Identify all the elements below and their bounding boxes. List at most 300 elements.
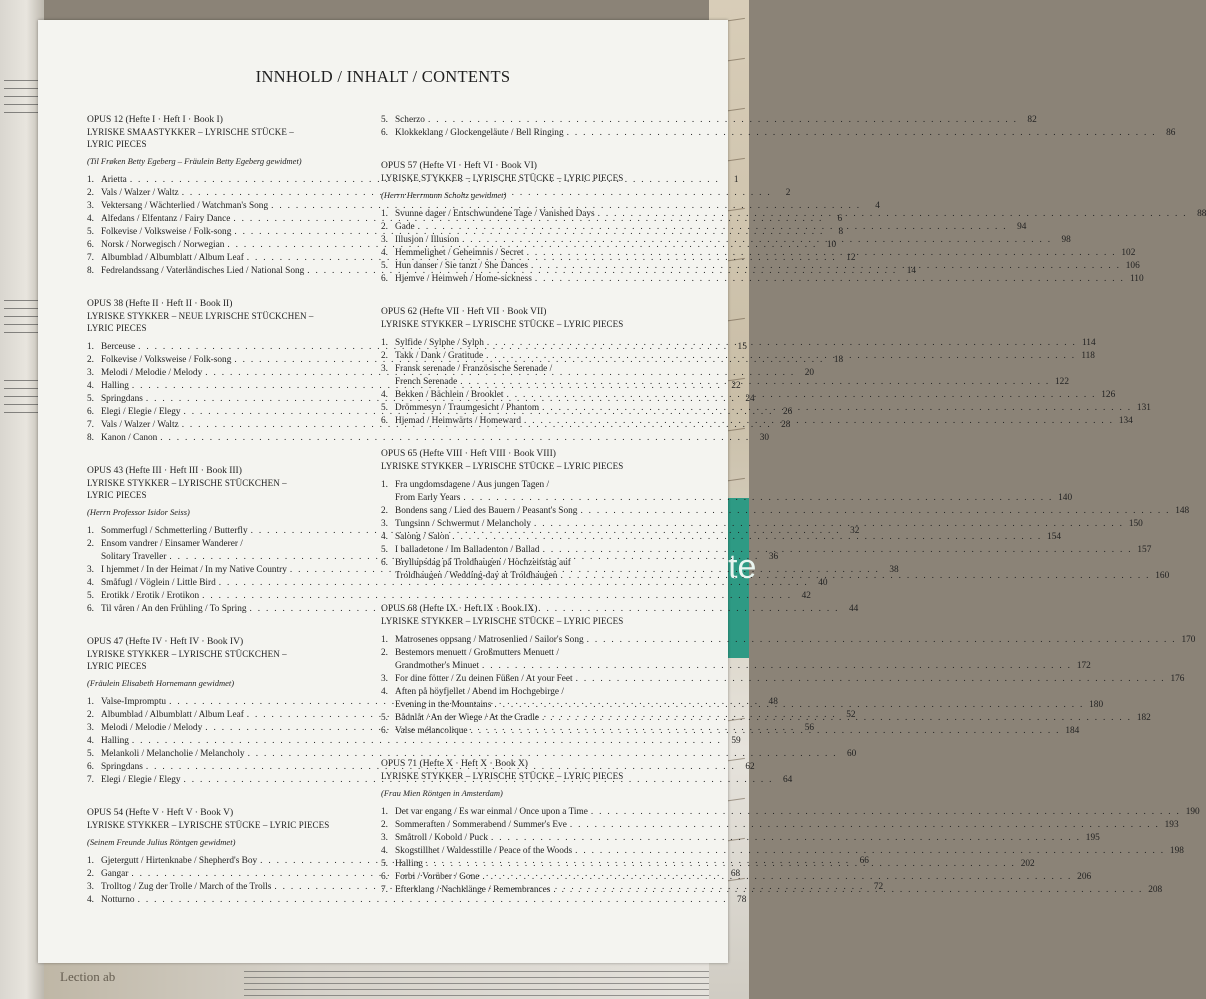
entry-title: Bestemors menuett / Großmutters Menuett / (395, 648, 559, 658)
entry-number: 5. (87, 227, 94, 237)
page-number: 182 (1136, 713, 1151, 723)
entry-title: Efterklang / Nachklänge / Remembrances (395, 885, 551, 895)
toc-entry[interactable] (87, 200, 880, 213)
section-title: LYRISKE STYKKER – LYRISCHE STÜCKCHEN – (87, 478, 287, 488)
entry-number: 2. (381, 506, 388, 516)
entry-number: 6. (381, 726, 388, 736)
toc-entry[interactable] (381, 350, 1095, 363)
entry-number: 6. (381, 416, 388, 426)
entry-title: Gjetergutt / Hirtenknabe / Shepherd's Boy (101, 856, 258, 866)
entry-title: Fransk serenade / Französische Serenade / (395, 364, 553, 374)
entry-title: Tungsinn / Schwermut / Melancholy (395, 519, 532, 529)
staff-line (4, 396, 40, 397)
page-number: 184 (1065, 726, 1080, 736)
page-number: 86 (1166, 128, 1176, 138)
leader-dots (587, 634, 1177, 647)
leader-dots (471, 725, 1061, 738)
entry-number: 5. (381, 859, 388, 869)
entry-number: 6. (87, 762, 94, 772)
entry-number: 3. (87, 723, 94, 733)
page-number: 59 (731, 736, 741, 746)
entry-number: 2. (381, 820, 388, 830)
page-number: 12 (846, 253, 856, 263)
bottom-manuscript-text: Lection ab (60, 969, 116, 984)
leader-dots (524, 415, 1114, 428)
entry-title: Småfugl / Vöglein / Little Bird (101, 578, 216, 588)
toc-entry[interactable] (381, 273, 1144, 286)
entry-number: 5. (381, 545, 388, 555)
entry-number: 1. (87, 697, 94, 707)
page-number: 131 (1136, 403, 1151, 413)
toc-entry[interactable] (381, 673, 1185, 686)
page-number: 28 (781, 420, 791, 430)
entry-indent (381, 492, 395, 505)
entry-number: 4. (87, 578, 94, 588)
section-title: LYRIC PIECES (87, 661, 147, 671)
page-number: 6 (837, 214, 843, 224)
section-title: LYRISKE STYKKER – NEUE LYRISCHE STÜCKCHEN – (87, 311, 314, 321)
entry-number: 1. (381, 480, 388, 490)
entry-number: 6. (87, 407, 94, 417)
page-number: 14 (906, 266, 917, 276)
entry-indent (87, 551, 101, 564)
entry-title: I balladetone / Im Balladenton / Ballad (395, 545, 540, 555)
entry-title: Gade (395, 222, 415, 232)
entry-title: Folkevise / Volksweise / Folk-song (101, 227, 232, 237)
toc-entry[interactable] (87, 894, 747, 907)
entry-number: 4. (87, 895, 94, 905)
staff-line (4, 332, 40, 333)
page-number: 198 (1169, 846, 1184, 856)
leader-dots (482, 660, 1072, 673)
page-number: 32 (850, 526, 860, 536)
staff-line (4, 388, 40, 389)
page-number: 134 (1118, 416, 1133, 426)
page-number: 176 (1170, 674, 1185, 684)
entry-title: Bondens sang / Lied des Bauern / Peasant's Song (395, 506, 578, 516)
page-number: 60 (847, 749, 857, 759)
toc-entry[interactable] (381, 114, 1037, 127)
entry-number: 8. (87, 433, 94, 443)
leader-dots (576, 673, 1166, 686)
entry-number: 2. (87, 710, 94, 720)
leader-dots (534, 518, 1124, 531)
section-title: LYRISKE STYKKER – LYRISCHE STÜCKE – LYRIC PIECES (381, 173, 624, 183)
entry-title: Halling (101, 736, 129, 746)
entry-title: French Serenade (395, 377, 458, 387)
opus-heading: OPUS 71 (Hefte X · Heft X · Book X) (381, 759, 528, 769)
section-title: LYRISKE STYKKER – LYRISCHE STÜCKE – LYRIC PIECES (87, 820, 330, 830)
toc-entry[interactable] (87, 735, 741, 748)
opus-heading: OPUS 12 (Hefte I · Heft I · Book I) (87, 115, 223, 125)
leader-dots (428, 114, 1018, 127)
entry-title: Folkevise / Volksweise / Folk-song (101, 355, 232, 365)
opus-heading: OPUS 38 (Hefte II · Heft II · Book II) (87, 299, 233, 309)
entry-number: 5. (381, 403, 388, 413)
section-title: LYRISKE STYKKER – LYRISCHE STÜCKE – LYRIC PIECES (381, 771, 624, 781)
entry-title: Notturno (101, 895, 135, 905)
entry-number: 6. (381, 558, 388, 568)
entry-title: Bryllupsdag på Troldhaugen / Hochzeitstag auf (395, 558, 571, 568)
leader-dots (560, 570, 1150, 583)
staff-line (244, 995, 709, 996)
entry-title: Elegi / Elegie / Elegy (101, 775, 181, 785)
page-number: 78 (737, 895, 747, 905)
section-title: LYRISKE SMAASTYKKER – LYRISCHE STÜCKE – (87, 127, 294, 137)
dedication: (Herrn Professor Isidor Seiss) (87, 507, 190, 517)
page-number: 4 (875, 201, 880, 211)
entry-title: Melodi / Melodie / Melody (101, 723, 203, 733)
entry-title: Grandmother's Minuet (395, 661, 480, 671)
entry-number: 3. (381, 833, 388, 843)
page-number: 150 (1128, 519, 1143, 529)
opus-heading: OPUS 47 (Hefte IV · Heft IV · Book IV) (87, 637, 244, 647)
page-number: 88 (1197, 209, 1206, 219)
leader-dots (570, 819, 1160, 832)
leader-dots (460, 376, 1050, 389)
entry-title: Sommerfugl / Schmetterling / Butterfly (101, 526, 248, 536)
entry-title: Halling (101, 381, 129, 391)
entry-number: 2. (381, 222, 388, 232)
entry-number: 3. (87, 368, 94, 378)
entry-number: 6. (381, 128, 388, 138)
toc-entry[interactable] (381, 832, 1100, 845)
entry-number: 5. (381, 713, 388, 723)
opus-heading: OPUS 57 (Hefte VI · Heft VI · Book VI) (381, 161, 537, 171)
entry-title: Vals / Walzer / Waltz (101, 420, 179, 430)
page-number: 208 (1148, 885, 1163, 895)
page-number: 148 (1175, 506, 1190, 516)
leader-dots (506, 389, 1096, 402)
leader-dots (486, 350, 1076, 363)
page-number: 98 (1061, 235, 1071, 245)
entry-number: 4. (381, 846, 388, 856)
leader-dots (553, 884, 1143, 897)
entry-title: Fedrelandssang / Vaterländisches Lied / National Song (101, 266, 305, 276)
entry-title: Aften på höyfjellet / Abend im Hochgebirge / (395, 687, 564, 697)
entry-line (381, 660, 1091, 673)
leader-dots (580, 505, 1170, 518)
page-number: 202 (1020, 859, 1035, 869)
toc-entry[interactable] (381, 221, 1027, 234)
entry-number: 3. (87, 565, 94, 575)
page-number: 36 (768, 552, 779, 562)
section-title: LYRIC PIECES (87, 139, 147, 149)
page-number: 190 (1185, 807, 1200, 817)
entry-title: Matrosenes oppsang / Matrosenlied / Sailor's Song (395, 635, 584, 645)
page-number: 44 (849, 604, 859, 614)
staff-line (244, 977, 709, 978)
entry-number: 7. (381, 885, 388, 895)
entry-number: 4. (87, 214, 94, 224)
entry-title: Til våren / An den Frühling / To Spring (101, 604, 247, 614)
entry-title: For dine fötter / Zu deinen Füßen / At your Feet (395, 674, 573, 684)
page-number: 64 (782, 775, 793, 785)
page-number: 18 (833, 355, 844, 365)
entry-title: Gangar (101, 869, 129, 879)
staff-line (4, 404, 40, 405)
entry-number: 2. (381, 648, 388, 658)
section-title: LYRISKE STYKKER – LYRISCHE STÜCKE – LYRIC PIECES (381, 319, 624, 329)
entry-title: Albumblad / Albumblatt / Album Leaf (101, 710, 244, 720)
entry-line (381, 363, 666, 376)
page-number: 8 (838, 227, 844, 237)
opus-heading: OPUS 54 (Hefte V · Heft V · Book V) (87, 808, 234, 818)
staff-line (4, 324, 40, 325)
entry-title: Salong / Salon (395, 532, 450, 542)
staff-line (4, 308, 40, 309)
entry-title: Kanon / Canon (101, 433, 158, 443)
leader-dots (527, 247, 1117, 260)
entry-title: Erotikk / Erotik / Erotikon (101, 591, 200, 601)
section-title: LYRIC PIECES (87, 490, 147, 500)
entry-number: 4. (381, 390, 388, 400)
entry-title: Hun danser / Sie tanzt / She Dances (395, 261, 528, 271)
toc-entry[interactable] (87, 590, 811, 603)
page-number: 10 (826, 240, 837, 250)
entry-number: 3. (87, 882, 94, 892)
entry-indent (381, 660, 395, 673)
entry-number: 2. (87, 188, 94, 198)
entry-indent (381, 699, 395, 712)
contents-page (38, 20, 1206, 963)
entry-number: 3. (381, 235, 388, 245)
section-title: LYRISKE STYKKER – LYRISCHE STÜCKCHEN – (87, 649, 287, 659)
toc-entry[interactable] (381, 208, 1206, 221)
dedication: (Fräulein Elisabeth Hornemann gewidmet) (87, 678, 235, 688)
entry-number: 1. (381, 635, 388, 645)
entry-number: 5. (381, 261, 388, 271)
entry-number: 7. (87, 775, 94, 785)
entry-title: Bekken / Bächlein / Brooklet (395, 390, 504, 400)
leader-dots (418, 221, 1008, 234)
entry-indent (381, 570, 395, 583)
page-number: 140 (1058, 493, 1073, 503)
entry-line (381, 376, 1069, 389)
toc-entry[interactable] (381, 127, 1176, 140)
entry-title: Forbi / Vorüber / Gone (395, 872, 480, 882)
entry-number: 5. (87, 591, 94, 601)
page-number: 62 (745, 762, 755, 772)
leader-dots (598, 208, 1188, 221)
page-number: 24 (745, 394, 755, 404)
page-title: INNHOLD / INHALT / CONTENTS (255, 67, 511, 86)
toc-entry[interactable] (381, 806, 1200, 819)
page-number: 56 (804, 723, 814, 733)
entry-number: 5. (381, 115, 388, 125)
entry-title: Trolltog / Zug der Trolle / March of the Trolls (101, 882, 272, 892)
toc-entry[interactable] (381, 647, 1091, 673)
entry-title: Hjemve / Heimweh / Home-sickness (395, 274, 532, 284)
leader-dots (426, 858, 1016, 871)
leader-dots (575, 845, 1165, 858)
staff-line (4, 112, 40, 113)
page-number: 68 (730, 869, 741, 879)
page-number: 94 (1017, 222, 1027, 232)
entry-title: Springdans (101, 394, 143, 404)
page-number: 157 (1137, 545, 1152, 555)
entry-title: Hjemad / Heimwärts / Homeward (395, 416, 521, 426)
staff-line (4, 412, 40, 413)
dedication: (Herrn Herrmann Scholtz gewidmet) (381, 190, 507, 200)
opus-heading: OPUS 68 (Hefte IX · Heft IX · Book IX) (381, 604, 538, 614)
page-number: 206 (1077, 872, 1092, 882)
leader-dots (535, 273, 1125, 286)
entry-title: Sommeraften / Sommerabend / Summer's Eve (395, 820, 567, 830)
section-title: LYRISKE STYKKER – LYRISCHE STÜCKE – LYRIC PIECES (381, 616, 624, 626)
entry-number: 7. (87, 420, 94, 430)
entry-title: Elegi / Elegie / Elegy (101, 407, 181, 417)
entry-number: 6. (87, 604, 94, 614)
background-sheet-music-bottom (44, 963, 709, 999)
entry-number: 4. (381, 248, 388, 258)
dedication: (Frau Mien Röntgen in Amsterdam) (381, 788, 503, 798)
staff-line (244, 983, 709, 984)
staff-line (4, 96, 40, 97)
page-number: 40 (818, 578, 828, 588)
entry-title: Ensom vandrer / Einsamer Wanderer / (101, 539, 243, 549)
page-number: 118 (1081, 351, 1095, 361)
opus-heading: OPUS 62 (Hefte VII · Heft VII · Book VII) (381, 307, 547, 317)
page-number: 82 (1027, 115, 1037, 125)
opus-heading: OPUS 43 (Hefte III · Heft III · Book III) (87, 466, 242, 476)
staff-line (4, 380, 40, 381)
entry-title: Fra ungdomsdagene / Aus jungen Tagen / (395, 480, 550, 490)
page-number: 193 (1164, 820, 1179, 830)
entry-number: 3. (381, 364, 388, 374)
entry-number: 2. (87, 355, 94, 365)
page-number: 122 (1055, 377, 1069, 387)
page-number: 72 (873, 882, 884, 892)
leader-dots (542, 402, 1132, 415)
page-number: 42 (801, 591, 811, 601)
staff-line (244, 971, 709, 972)
toc-entry[interactable] (87, 577, 828, 590)
page-number: 26 (782, 407, 793, 417)
page-number: 52 (846, 710, 856, 720)
page-number: 106 (1125, 261, 1140, 271)
entry-title: Melodi / Melodie / Melody (101, 368, 203, 378)
toc-entry[interactable] (381, 505, 1190, 518)
page-number: 195 (1085, 833, 1100, 843)
entry-title: Takk / Dank / Gratitude (395, 351, 484, 361)
opus-heading: OPUS 65 (Hefte VIII · Heft VIII · Book VIII) (381, 449, 556, 459)
leader-dots (491, 832, 1081, 845)
toc-entry[interactable] (87, 432, 770, 445)
entry-number: 2. (87, 869, 94, 879)
page-number: 160 (1155, 571, 1170, 581)
page-number: 170 (1181, 635, 1196, 645)
entry-number: 2. (381, 351, 388, 361)
page-number: 172 (1076, 661, 1091, 671)
entry-title: Småtroll / Kobold / Puck (395, 833, 488, 843)
page-number: 30 (759, 433, 770, 443)
entry-number: 1. (381, 209, 388, 219)
entry-title: Arietta (101, 175, 127, 185)
staff-line (4, 88, 40, 89)
entry-number: 4. (87, 381, 94, 391)
page-number: 126 (1101, 390, 1116, 400)
entry-number: 4. (87, 736, 94, 746)
leader-dots (531, 260, 1121, 273)
entry-title: Melankoli / Melancholie / Melancholy (101, 749, 245, 759)
entry-number: 7. (87, 253, 94, 263)
entry-title: Evening in the Mountains (395, 700, 492, 710)
entry-line (87, 538, 372, 551)
entry-title: Valse-Impromptu (101, 697, 167, 707)
entry-title: Bådnlåt / An der Wiege / At the Cradle (395, 713, 540, 723)
piece-list (381, 114, 1176, 140)
page-number: 110 (1130, 274, 1144, 284)
entry-title: Troldhaugen / Wedding-day at Troldhaugen (395, 571, 558, 581)
leader-dots (591, 806, 1181, 819)
leader-dots (452, 531, 1042, 544)
page-number: 15 (737, 342, 747, 352)
entry-number: 1. (381, 807, 388, 817)
entry-title: Valse mélancolique (395, 726, 468, 736)
page-number: 2 (785, 188, 791, 198)
leader-dots (494, 699, 1084, 712)
entry-title: Vals / Walzer / Waltz (101, 188, 179, 198)
entry-number: 5. (87, 749, 94, 759)
entry-number: 2. (87, 539, 94, 549)
entry-number: 4. (381, 687, 388, 697)
toc-entry[interactable] (381, 845, 1184, 858)
entry-number: 6. (381, 872, 388, 882)
staff-line (244, 989, 709, 990)
entry-title: Halling (395, 859, 423, 869)
toc-entry[interactable] (87, 748, 857, 761)
entry-title: Skogstillhet / Waldesstille / Peace of the Woods (395, 846, 573, 856)
entry-line (381, 492, 1073, 505)
entry-number: 3. (87, 201, 94, 211)
entry-number: 3. (381, 674, 388, 684)
page-number: 102 (1121, 248, 1136, 258)
page-number: 20 (804, 368, 814, 378)
toc-entry[interactable] (381, 819, 1179, 832)
entry-title: Sylfide / Sylphe / Sylph (395, 338, 484, 348)
entry-number: 1. (381, 338, 388, 348)
entry-title: Svunne dager / Entschwundene Tage / Vanished Days (395, 209, 595, 219)
toc-entry[interactable] (381, 479, 1073, 505)
entry-number: 1. (87, 856, 94, 866)
leader-dots (482, 871, 1072, 884)
toc-entry[interactable] (381, 634, 1196, 647)
staff-line (4, 80, 40, 81)
page-number: 180 (1089, 700, 1104, 710)
entry-number: 8. (87, 266, 94, 276)
leader-dots (543, 544, 1133, 557)
entry-title: Klokkeklang / Glockengeläute / Bell Ringing (395, 128, 564, 138)
entry-title: Drömmesyn / Traumgesicht / Phantom (395, 403, 540, 413)
entry-title: Scherzo (395, 115, 425, 125)
entry-title: Solitary Traveller (101, 552, 167, 562)
entry-title: Berceuse (101, 342, 136, 352)
entry-number: 1. (87, 175, 94, 185)
entry-title: Hemmelighet / Geheimnis / Secret (395, 248, 524, 258)
staff-line (4, 316, 40, 317)
entry-title: Alfedans / Elfentanz / Fairy Dance (101, 214, 231, 224)
entry-title: From Early Years (395, 493, 461, 503)
page-number: 154 (1047, 532, 1061, 542)
page-number: 38 (889, 565, 899, 575)
dedication: (Seinem Freunde Julius Röntgen gewidmet) (87, 837, 236, 847)
entry-number: 6. (381, 274, 388, 284)
page-number: 114 (1082, 338, 1096, 348)
entry-line (381, 557, 666, 570)
entry-title: Illusjon / Illusion (395, 235, 460, 245)
page-number: 1 (733, 175, 739, 185)
